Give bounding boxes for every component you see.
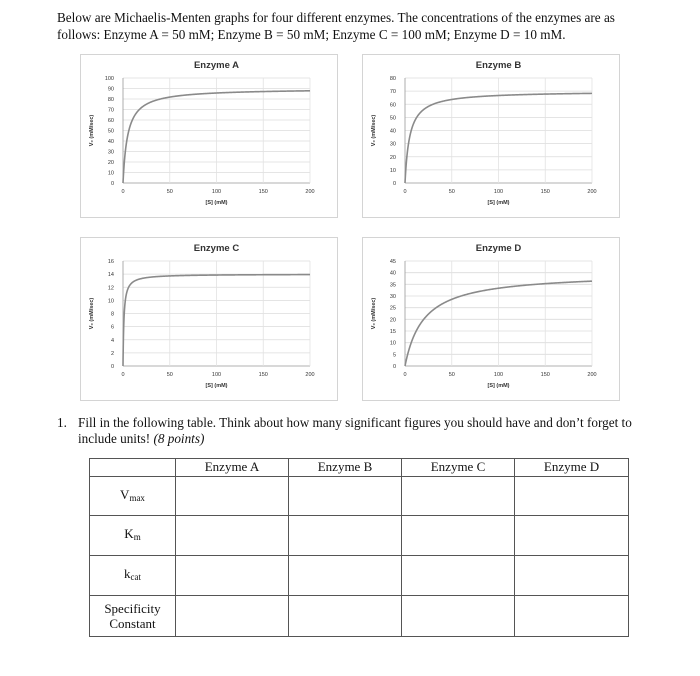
- x-tick-label: 200: [587, 189, 597, 195]
- y-tick-label: 20: [107, 160, 114, 166]
- y-tick-label: 8: [110, 311, 114, 318]
- y-axis-label: V₀ (mM/sec): [89, 114, 95, 147]
- y-tick-label: 6: [110, 324, 114, 331]
- answer-cell-vmax-d[interactable]: [515, 477, 629, 516]
- answer-cell-kcat-b[interactable]: [289, 556, 402, 596]
- y-tick-label: 30: [389, 294, 396, 300]
- answer-cell-vmax-b[interactable]: [289, 477, 402, 516]
- x-tick-label: 0: [121, 372, 125, 378]
- intro-line-1: Below are Michaelis-Menten graphs for four different enzymes. The concentrations of the enzymes are as: [57, 10, 615, 25]
- y-tick-label: 0: [110, 364, 114, 370]
- y-tick-label: 12: [107, 285, 114, 292]
- y-tick-label: 10: [107, 170, 114, 177]
- chart-title: Enzyme C: [193, 243, 240, 254]
- y-tick-label: 40: [389, 128, 396, 135]
- x-tick-label: 50: [448, 189, 455, 195]
- chart-enzyme-c: [80, 237, 338, 401]
- answer-cell-km-d[interactable]: [515, 516, 629, 556]
- y-tick-label: 40: [389, 270, 396, 277]
- x-tick-label: 100: [493, 189, 504, 195]
- y-tick-label: 0: [110, 181, 114, 187]
- chart-frame: [81, 55, 338, 218]
- km-symbol: K: [124, 526, 134, 541]
- table-row-vmax: [90, 477, 629, 516]
- y-tick-label: 0: [392, 181, 396, 187]
- header-enzyme-a: Enzyme A: [176, 459, 289, 477]
- chart-title: Enzyme A: [193, 60, 240, 71]
- x-axis-label: [S] (mM): [487, 383, 510, 389]
- kcat-subscript: cat: [130, 572, 141, 582]
- chart-title: Enzyme D: [475, 243, 522, 254]
- y-tick-label: 15: [389, 329, 396, 335]
- x-tick-label: 0: [121, 189, 125, 195]
- answer-table: [89, 458, 629, 637]
- x-tick-label: 100: [493, 372, 504, 378]
- answer-cell-kcat-d[interactable]: [515, 556, 629, 596]
- question-units-text: include units!: [78, 431, 154, 446]
- answer-cell-kcat-a[interactable]: [176, 556, 289, 596]
- y-tick-label: 10: [389, 340, 396, 347]
- answer-cell-spec-b[interactable]: [289, 596, 402, 637]
- y-tick-label: 40: [107, 139, 114, 145]
- chart-enzyme-c-svg: [80, 237, 338, 401]
- chart-title: Enzyme B: [475, 60, 522, 71]
- chart-enzyme-b: [362, 54, 620, 218]
- y-tick-label: 45: [389, 259, 396, 265]
- y-tick-label: 25: [389, 305, 396, 312]
- y-tick-label: 80: [107, 97, 114, 103]
- answer-cell-vmax-a[interactable]: [176, 477, 289, 516]
- km-subscript: m: [133, 532, 141, 542]
- y-tick-label: 20: [389, 317, 396, 324]
- y-tick-label: 10: [389, 167, 396, 174]
- y-tick-label: 10: [107, 298, 114, 305]
- y-tick-label: 30: [107, 149, 114, 156]
- x-axis-label: [S] (mM): [205, 383, 228, 389]
- y-tick-label: 0: [392, 364, 396, 370]
- x-tick-label: 150: [258, 372, 268, 378]
- question-line-1: Fill in the following table. Think about how many significant figures you should have and don’t forget to: [78, 415, 632, 430]
- chart-enzyme-d: [362, 237, 620, 401]
- y-tick-label: 14: [107, 272, 114, 279]
- answer-cell-spec-d[interactable]: [515, 596, 629, 637]
- x-tick-label: 200: [305, 189, 315, 195]
- answer-cell-km-a[interactable]: [176, 516, 289, 556]
- x-tick-label: 200: [305, 372, 315, 378]
- y-tick-label: 60: [389, 102, 396, 109]
- table-corner-cell: [90, 459, 176, 477]
- answer-cell-spec-a[interactable]: [176, 596, 289, 637]
- y-tick-label: 80: [389, 76, 396, 82]
- kcat-symbol: k: [124, 566, 131, 581]
- vmax-symbol: V: [120, 486, 130, 502]
- specificity-line-1: Specificity: [104, 601, 161, 616]
- y-tick-label: 5: [392, 352, 396, 359]
- intro-text: [57, 9, 657, 43]
- table-header-row: [90, 459, 629, 477]
- x-axis-label: [S] (mM): [487, 200, 510, 206]
- question-points: (8 points): [153, 431, 205, 446]
- question-number: 1.: [57, 415, 67, 430]
- x-tick-label: 100: [211, 189, 222, 195]
- row-label-km: [90, 516, 176, 556]
- y-tick-label: 50: [389, 115, 396, 122]
- answer-cell-kcat-c[interactable]: [402, 556, 515, 596]
- x-tick-label: 50: [166, 189, 173, 195]
- header-enzyme-b: Enzyme B: [289, 459, 402, 477]
- header-enzyme-c: Enzyme C: [402, 459, 515, 477]
- x-tick-label: 150: [540, 372, 550, 378]
- answer-cell-vmax-c[interactable]: [402, 477, 515, 516]
- y-tick-label: 30: [389, 141, 396, 148]
- table-row-km: [90, 516, 629, 556]
- x-tick-label: 0: [403, 189, 407, 195]
- specificity-line-2: Constant: [109, 616, 156, 631]
- chart-frame: [363, 55, 620, 218]
- y-tick-label: 90: [107, 86, 114, 93]
- y-axis-label: V₀ (mM/sec): [89, 297, 95, 330]
- y-tick-label: 70: [107, 107, 114, 114]
- y-tick-label: 35: [389, 282, 396, 289]
- answer-cell-km-c[interactable]: [402, 516, 515, 556]
- y-tick-label: 20: [389, 154, 396, 161]
- question-1: [57, 415, 657, 447]
- y-tick-label: 60: [107, 118, 114, 124]
- y-tick-label: 2: [110, 350, 114, 357]
- x-tick-label: 200: [587, 372, 597, 378]
- x-tick-label: 100: [211, 372, 222, 378]
- y-axis-label: V₀ (mM/sec): [371, 114, 377, 147]
- y-tick-label: 16: [107, 259, 114, 265]
- table-row-kcat: [90, 556, 629, 596]
- chart-enzyme-a-svg: [80, 54, 338, 218]
- chart-enzyme-a: [80, 54, 338, 218]
- row-label-kcat: [90, 556, 176, 596]
- vmax-subscript: max: [129, 492, 145, 503]
- header-enzyme-d: Enzyme D: [515, 459, 629, 477]
- answer-cell-spec-c[interactable]: [402, 596, 515, 637]
- chart-enzyme-b-svg: [362, 54, 620, 218]
- x-tick-label: 50: [448, 372, 455, 378]
- chart-frame: [81, 238, 338, 401]
- answer-cell-km-b[interactable]: [289, 516, 402, 556]
- x-tick-label: 150: [540, 189, 550, 195]
- x-tick-label: 150: [258, 189, 268, 195]
- y-tick-label: 4: [110, 337, 114, 344]
- table-row-specificity: [90, 596, 629, 637]
- y-tick-label: 70: [389, 89, 396, 96]
- chart-enzyme-d-svg: [362, 237, 620, 401]
- y-tick-label: 100: [104, 76, 114, 82]
- y-axis-label: V₀ (mM/sec): [371, 297, 377, 330]
- question-line-2: [78, 431, 657, 447]
- row-label-specificity: [90, 596, 176, 637]
- x-tick-label: 50: [166, 372, 173, 378]
- row-label-vmax: [90, 477, 176, 516]
- x-tick-label: 0: [403, 372, 407, 378]
- y-tick-label: 50: [107, 128, 114, 135]
- x-axis-label: [S] (mM): [205, 200, 228, 206]
- intro-line-2: follows: Enzyme A = 50 mM; Enzyme B = 50 mM; Enzyme C = 100 mM; Enzyme D = 10 mM.: [57, 27, 566, 42]
